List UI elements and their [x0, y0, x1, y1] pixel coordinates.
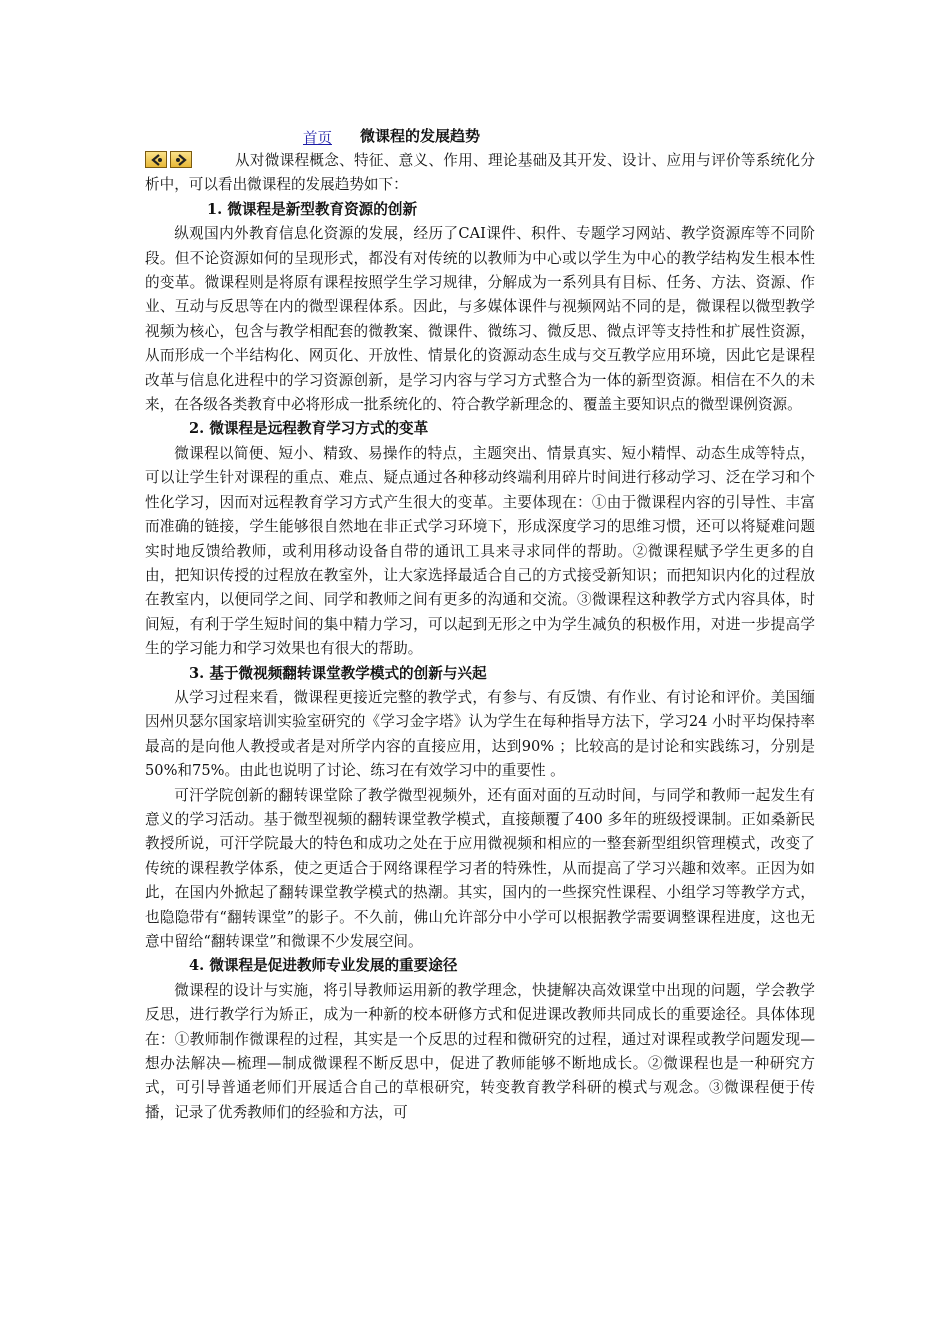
intro-paragraph: 从对微课程概念、特征、意义、作用、理论基础及其开发、设计、应用与评价等系统化分析中，可以看出微课程的发展趋势如下： [145, 152, 815, 194]
section-1-paragraph-1: 纵观国内外教育信息化资源的发展，经历了CAI课件、积件、专题学习网站、教学资源库等不同阶段。但不论资源如何的呈现形式，都没有对传统的以教师为中心或以学生为中心的教学结构发生根本性的变革。微课程则是将原有课程按照学生学习规律，分解成为一系列具有目标、任务、方法、资源、作业、互动与反思等在内的微型课程体系。因此，与多媒体课件与视频网站不同的是，微课程以微型教学视频为核心，包含与教学相配套的微教案、微课件、微练习、微反思、微点评等支持性和扩展性资源，从而形成一个半结构化、网页化、开放性、情景化的资源动态生成与交互教学应用环境，因此它是课程改革与信息化进程中的学习资源创新，是学习内容与学习方式整合为一体的新型资源。相信在不久的未来，在各级各类教育中必将形成一批系统化的、符合教学新理念的、覆盖主要知识点的微型课例资源。 [145, 225, 815, 414]
section-3-paragraph-2: 可汗学院创新的翻转课堂除了教学微型视频外，还有面对面的互动时间，与同学和教师一起发生有意义的学习活动。基于微型视频的翻转课堂教学模式，直接颠覆了400 多年的班级授课制。正如桑新民教授所说，可汗学院最大的特色和成功之处在于应用微视频和相应的一整套新型组织管理模式，改变了传统的课程教学体系，使之更适合于网络课程学习者的特殊性，从而提高了学习兴趣和效率。正因为如此，在国内外掀起了翻转课堂教学模式的热潮。其实，国内的一些探究性课程、小组学习等教学方式，也隐隐带有“翻转课堂”的影子。不久前，佛山允许部分中小学可以根据教学需要调整课程进度，这也无意中留给“翻转课堂”和微课不少发展空间。 [145, 786, 815, 950]
section-heading-1: 1. 微课程是新型教育资源的创新 [207, 200, 418, 218]
section-4-paragraph-1: 微课程的设计与实施，将引导教师运用新的教学理念，快捷解决高效课堂中出现的问题，学会教学反思，进行教学行为矫正，成为一种新的校本研修方式和促进课改教师共同成长的重要途径。具体体现在：①教师制作微课程的过程，其实是一个反思的过程和微研究的过程，通过对课程或教学问题发现—想办法解决—梳理—制成微课程不断反思中，促进了教师能够不断地成长。②微课程也是一种研究方式，可引导普通老师们开展适合自己的草根研究，转变教育教学科研的模式与观念。③微课程便于传播，记录了优秀教师们的经验和方法，可 [145, 981, 815, 1121]
page-title: 微课程的发展趋势 [360, 127, 481, 145]
article-body [145, 149, 815, 1125]
section-heading-4: 4. 微课程是促进教师专业发展的重要途径 [189, 957, 458, 975]
home-link[interactable]: 首页 [303, 131, 332, 147]
section-2-paragraph-1: 微课程以简便、短小、精致、易操作的特点，主题突出、情景真实、短小精悍、动态生成等特点，可以让学生针对课程的重点、难点、疑点通过各种移动终端利用碎片时间进行移动学习、泛在学习和个性化学习，因而对远程教育学习方式产生很大的变革。主要体现在：①由于微课程内容的引导性、丰富而准确的链接，学生能够很自然地在非正式学习环境下，形成深度学习的思维习惯，还可以将疑难问题实时地反馈给教师，或利用移动设备自带的通讯工具来寻求同伴的帮助。②微课程赋予学生更多的自由，把知识传授的过程放在教室外，让大家选择最适合自己的方式接受新知识；而把知识内化的过程放在教室内，以便同学之间、同学和教师之间有更多的沟通和交流。③微课程这种教学方式内容具体，时间短，有利于学生短时间的集中精力学习，可以起到无形之中为学生减负的积极作用，对进一步提高学生的学习能力和学习效果也有很大的帮助。 [145, 444, 815, 658]
section-3-paragraph-1: 从学习过程来看，微课程更接近完整的教学式，有参与、有反馈、有作业、有讨论和评价。美国缅因州贝瑟尔国家培训实验室研究的《学习金字塔》认为学生在每种指导方法下，学习24 小时平均保持率最高的是向他人教授或者是对所学内容的直接应用，达到90% ；比较高的是讨论和实践练习，分别是50%和75%。由此也说明了讨论、练习在有效学习中的重要性 。 [145, 688, 815, 780]
section-heading-3: 3. 基于微视频翻转课堂教学模式的创新与兴起 [189, 664, 487, 682]
section-heading-2: 2. 微课程是远程教育学习方式的变革 [189, 420, 429, 438]
title-row [0, 125, 950, 151]
